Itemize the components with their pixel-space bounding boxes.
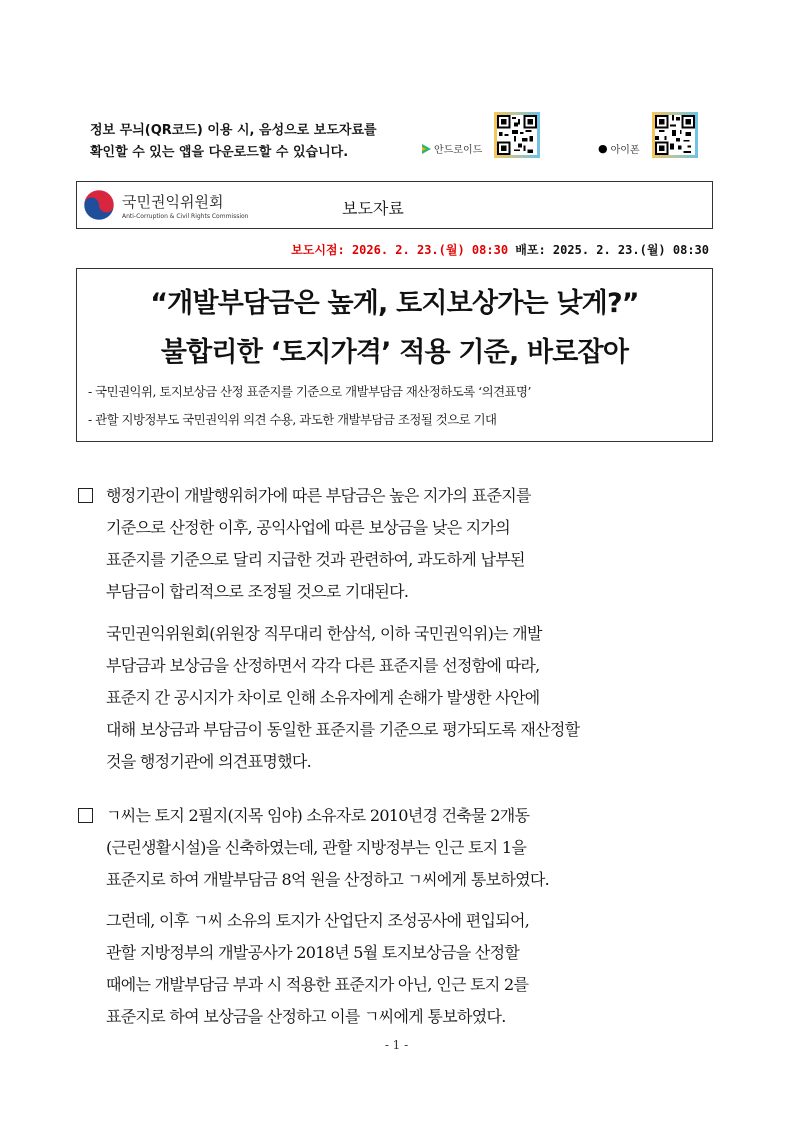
android-store-link[interactable]	[422, 141, 482, 156]
android-store-label: 안드로이드	[434, 145, 483, 156]
subheadline-2: - 관할 지방정부도 국민권익위 의견 수용, 과도한 개발부담금 조정될 것으로 기대	[88, 412, 497, 427]
paragraph-2-line-1: 국민권익위원회(위원장 직무대리 한삼석, 이하 국민권익위)는 개발	[106, 624, 542, 643]
paragraph-4-line-4: 표준지로 하여 보상금을 산정하고 이를 ㄱ씨에게 통보하였다.	[106, 1007, 506, 1026]
qr-notice	[90, 120, 390, 164]
play-store-icon	[422, 144, 431, 154]
org-name-english: Anti-Corruption & Civil Rights Commission	[122, 213, 249, 220]
ios-store-label: 아이폰	[610, 145, 640, 156]
section-1-line-3: 표준지를 기준으로 달리 지급한 것과 관련하여, 과도하게 납부된	[106, 550, 525, 569]
paragraph-2-line-5: 것을 행정기관에 의견표명했다.	[106, 752, 311, 771]
org-name: 국민권익위원회	[122, 193, 224, 211]
qr-code-icon	[497, 115, 537, 155]
paragraph-2-line-4: 대해 보상금과 부담금이 동일한 표준지를 기준으로 평가되도록 재산정할	[106, 720, 580, 739]
qr-notice-line-2: 확인할 수 있는 앱을 다운로드할 수 있습니다.	[90, 145, 349, 160]
section-1-line-1: 행정기관이 개발행위허가에 따른 부담금은 높은 지가의 표준지를	[106, 486, 531, 505]
ios-store-link[interactable]	[598, 141, 640, 156]
ios-qr-code[interactable]	[652, 112, 698, 158]
section-bullet-1	[78, 488, 93, 503]
paragraph-4-line-3: 때에는 개발부담금 부과 시 적용한 표준지가 아닌, 인근 토지 2를	[106, 975, 529, 994]
headline-line-2: 불합리한 ‘토지가격’ 적용 기준, 바로잡아	[160, 337, 629, 368]
android-qr-code[interactable]	[494, 112, 540, 158]
page-number: - 1 -	[384, 1038, 409, 1052]
headline-line-1: “개발부담금은 높게, 토지보상가는 낮게?”	[150, 288, 639, 319]
government-logo-icon	[83, 189, 115, 221]
apple-icon: ●	[598, 142, 608, 155]
qr-notice-line-1: 정보 무늬(QR코드) 이용 시, 음성으로 보도자료를	[90, 123, 377, 138]
paragraph-2-line-2: 부담금과 보상금을 산정하면서 각각 다른 표준지를 선정함에 따라,	[106, 656, 540, 675]
embargo-time: 보도시점: 2026. 2. 23.(월) 08:30	[291, 243, 509, 257]
section-2-line-2: (근린생활시설)을 신축하였는데, 관할 지방정부는 인근 토지 1을	[106, 838, 527, 857]
section-bullet-2	[78, 808, 93, 823]
section-2-line-3: 표준지로 하여 개발부담금 8억 원을 산정하고 ㄱ씨에게 통보하였다.	[106, 870, 549, 889]
release-info	[291, 241, 709, 258]
document-type-label: 보도자료	[342, 199, 404, 218]
section-1-line-2: 기준으로 산정한 이후, 공익사업에 따른 보상금을 낮은 지가의	[106, 518, 510, 537]
subheadline-1: - 국민권익위, 토지보상금 산정 표준지를 기준으로 개발부담금 재산정하도록 ‘의견표명’	[88, 384, 531, 399]
section-2-line-1: ㄱ씨는 토지 2필지(지목 임야) 소유자로 2010년경 건축물 2개동	[106, 806, 530, 825]
paragraph-4-line-1: 그런데, 이후 ㄱ씨 소유의 토지가 산업단지 조성공사에 편입되어,	[106, 911, 530, 930]
qr-code-icon	[655, 115, 695, 155]
paragraph-4-line-2: 관할 지방정부의 개발공사가 2018년 5월 토지보상금을 산정할	[106, 943, 520, 962]
distribution-time: 배포: 2025. 2. 23.(월) 08:30	[515, 243, 709, 257]
paragraph-2-line-3: 표준지 간 공시지가 차이로 인해 소유자에게 손해가 발생한 사안에	[106, 688, 540, 707]
section-1-line-4: 부담금이 합리적으로 조정될 것으로 기대된다.	[106, 582, 409, 601]
